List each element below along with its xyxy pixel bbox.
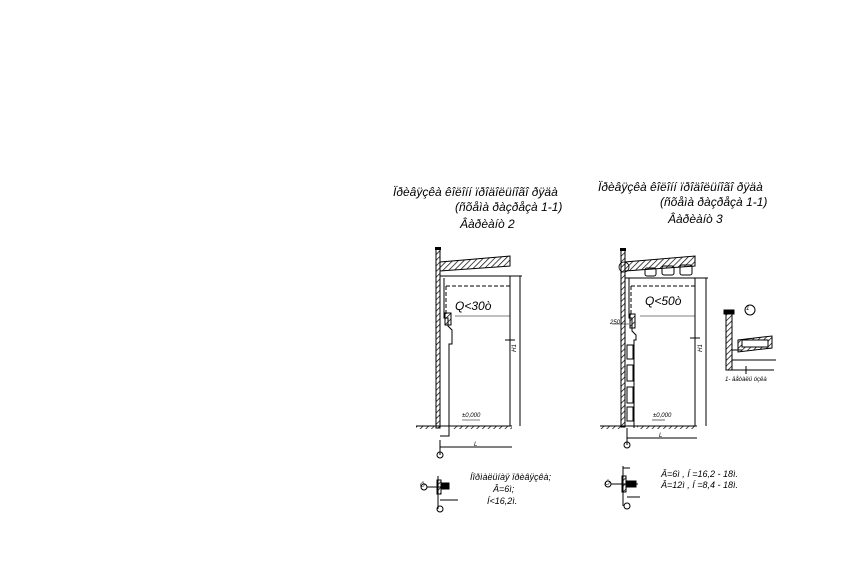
variant3-section bbox=[600, 248, 708, 448]
variant3-crane-capacity: Q<50ò bbox=[645, 294, 682, 308]
variant2-title-line3: Âàðèàíò 2 bbox=[460, 217, 515, 231]
variant3-note-line2: Â=12ì , Í =8,4 - 18ì. bbox=[661, 480, 739, 490]
variant2-crane-capacity: Q<30ò bbox=[455, 299, 492, 313]
variant2-note-line2: Â=6ì; bbox=[493, 484, 515, 494]
variant3-wall bbox=[621, 249, 625, 427]
variant2-section bbox=[416, 247, 522, 458]
variant2-elevation-label: ±0,000 bbox=[462, 413, 481, 419]
variant3-plan bbox=[605, 466, 640, 509]
variant2-title-line2: (ñõåìà ðàçðåçà 1-1) bbox=[455, 200, 563, 214]
variant3-title-line2: (ñõåìà ðàçðåçà 1-1) bbox=[660, 195, 768, 209]
variant2-title-line1: Ïðèâÿçêà êîëîíí ïðîäîëüíîãî ðÿäà bbox=[393, 185, 558, 199]
variant2-roof bbox=[440, 256, 510, 271]
variant2-plan bbox=[421, 476, 458, 512]
variant3-detail-caption: 1- äåòàëü óçëà bbox=[725, 377, 767, 383]
variant2-height-label: H1 bbox=[511, 344, 518, 352]
variant3-title-line1: Ïðèâÿçêà êîëîíí ïðîäîëüíîãî ðÿäà bbox=[598, 180, 763, 194]
variant3-detail bbox=[724, 305, 776, 374]
variant2-wall bbox=[436, 248, 440, 428]
variant2-note-line3: Í<16,2ì. bbox=[487, 496, 518, 506]
variant3-dim-250: 250 bbox=[610, 320, 621, 326]
variant3-note-line1: Â=6ì , Í =16,2 - 18ì. bbox=[661, 469, 739, 479]
variant3-roof bbox=[625, 256, 695, 271]
variant3-callout-number: 1 bbox=[746, 306, 750, 312]
variant3-height-label: H1 bbox=[697, 344, 704, 352]
variant3-elevation-label: ±0,000 bbox=[653, 413, 672, 419]
variant3-plan-axis-label: Ö bbox=[605, 481, 610, 487]
variant2-span-label: L bbox=[474, 442, 478, 448]
variant2-plan-axis-label: Ö bbox=[420, 483, 425, 489]
variant2-note-line1: Íîðìàëüíàÿ ïðèâÿçêà; bbox=[470, 472, 552, 482]
variant3-span-label: L bbox=[659, 433, 663, 439]
variant3-title-line3: Âàðèàíò 3 bbox=[668, 212, 723, 226]
